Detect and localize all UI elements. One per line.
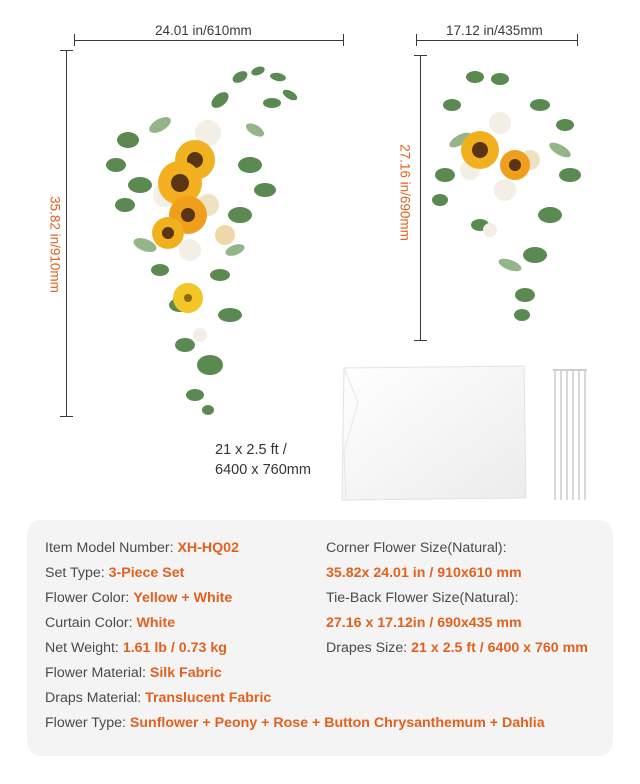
tieback-height-label: 27.16 in/690mm xyxy=(397,144,413,241)
spec-flower-type: Flower Type: Sunflower + Peony + Rose + Button Chrysanthemum + Dahlia xyxy=(45,715,545,731)
spec-drapes-size: Drapes Size: 21 x 2.5 ft / 6400 x 760 mm xyxy=(326,640,588,656)
drape-fabric-image xyxy=(338,362,530,504)
spec-item-model: Item Model Number: XH-HQ02 xyxy=(45,540,239,556)
specification-panel xyxy=(27,520,613,756)
corner-height-label: 35.82 in/910mm xyxy=(47,196,63,293)
spec-curtain-color: Curtain Color: White xyxy=(45,615,176,631)
spec-flower-color: Flower Color: Yellow + White xyxy=(45,590,233,606)
corner-width-label: 24.01 in/610mm xyxy=(155,23,252,38)
spec-corner-flower-size-label: Corner Flower Size(Natural): xyxy=(326,540,507,556)
spec-net-weight: Net Weight: 1.61 lb / 0.73 kg xyxy=(45,640,227,656)
tie-straps-image xyxy=(550,362,590,507)
spec-tieback-flower-size-value: 27.16 x 17.12in / 690x435 mm xyxy=(326,615,522,631)
drape-size-line-1: 21 x 2.5 ft / xyxy=(215,442,287,458)
tieback-width-label: 17.12 in/435mm xyxy=(446,23,543,38)
tieback-flower-arrangement xyxy=(430,65,590,330)
spec-set-type: Set Type: 3-Piece Set xyxy=(45,565,185,581)
spec-flower-material: Flower Material: Silk Fabric xyxy=(45,665,222,681)
drape-size-line-2: 6400 x 760mm xyxy=(215,462,311,478)
drape-size-label xyxy=(215,440,311,480)
corner-flower-arrangement xyxy=(100,55,310,425)
spec-draps-material: Draps Material: Translucent Fabric xyxy=(45,690,272,706)
spec-corner-flower-size-value: 35.82x 24.01 in / 910x610 mm xyxy=(326,565,522,581)
spec-tieback-flower-size-label: Tie-Back Flower Size(Natural): xyxy=(326,590,519,606)
